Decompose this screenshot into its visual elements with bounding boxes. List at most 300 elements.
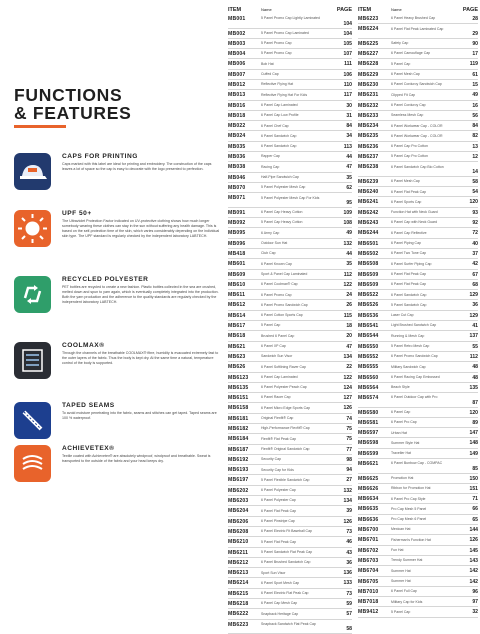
item-page: 75 — [346, 425, 352, 432]
item-number: MB6598 — [358, 440, 379, 447]
item-page: 119 — [469, 61, 478, 68]
item-number: MB609 — [228, 271, 246, 278]
item-page: 62 — [346, 184, 352, 191]
item-page: 90 — [472, 40, 478, 47]
item-name: Summer Hat — [391, 578, 411, 583]
item-name: 6 Panel Brushed Sandwich Cap — [261, 560, 311, 565]
item-page: 59 — [346, 601, 352, 608]
item-name: 5 Panel Flat Peak Cap — [261, 539, 297, 544]
item-page: 135 — [469, 384, 478, 391]
index-row — [358, 438, 478, 448]
index-row — [358, 449, 478, 459]
index-row — [358, 607, 478, 617]
item-name: 6 Panel Sandwich Cap — [261, 133, 297, 138]
item-page: 24 — [346, 292, 352, 299]
item-number: MB6502 — [358, 250, 379, 257]
item-number: MB6184 — [228, 436, 249, 443]
index-column-1 — [228, 0, 352, 634]
item-number: MB6636 — [358, 516, 379, 523]
feature-description: Caps marked with this label are ideal for printing and embroidery. The construction of the caps leaves a lot of space so the cap is easy to decorate with the logo presented to perfection. — [62, 162, 212, 171]
item-page: 27 — [346, 477, 352, 484]
item-name: 6 Panel Chef Cap — [261, 123, 289, 128]
index-row — [358, 535, 478, 545]
item-number: MB6597 — [358, 430, 379, 437]
item-name: 6 Panel Two Tone Cap — [391, 251, 427, 256]
item-number: MB601 — [228, 261, 246, 268]
item-number: MB6212 — [228, 559, 249, 566]
item-page: 58 — [472, 178, 478, 185]
index-row — [358, 393, 478, 408]
item-page: 109 — [343, 209, 352, 216]
item-number: MB6238 — [358, 164, 379, 171]
item-name: 6 Panel Cotton Sports Cap — [261, 313, 303, 318]
item-number: MB6187 — [228, 446, 249, 453]
item-name: Security Cap — [261, 457, 282, 462]
item-page: 95 — [346, 199, 352, 206]
item-number: MB6223 — [228, 621, 249, 628]
index-row — [228, 537, 352, 547]
item-name: 5 Panel Polyester Mesh Cap For Kids — [261, 195, 320, 200]
item-page: 87 — [472, 399, 478, 406]
item-number: MB016 — [228, 102, 246, 109]
item-name: 6 Panel Workwear Cap - COLOR — [391, 133, 443, 138]
index-row — [228, 620, 352, 634]
item-page: 73 — [346, 590, 352, 597]
index-row — [358, 131, 478, 141]
item-number: MB003 — [228, 40, 246, 47]
item-number: MB6193 — [228, 467, 249, 474]
item-number: MB6182 — [228, 425, 249, 432]
index-row — [228, 239, 352, 249]
item-page: 92 — [472, 220, 478, 227]
item-number: MB6206 — [228, 518, 249, 525]
item-number: MB614 — [228, 312, 246, 319]
item-number: MB7010 — [358, 588, 379, 595]
item-page: 98 — [346, 456, 352, 463]
item-number: MB6242 — [358, 209, 379, 216]
index-row — [228, 599, 352, 609]
item-name: 5 Panel Promo Cap Lightly Laminated — [261, 16, 320, 21]
item-number: MB6211 — [228, 549, 249, 556]
item-number: MB6218 — [228, 601, 249, 608]
item-number: MB6508 — [358, 261, 379, 268]
item-name: Beach Style — [391, 385, 410, 390]
item-page: 39 — [346, 508, 352, 515]
index-row — [228, 259, 352, 269]
item-page: 68 — [472, 281, 478, 288]
item-name: 6 Panel Pinstripe Cap — [261, 519, 295, 524]
item-name: 5 Panel Sandwich Flat Peak Cap — [261, 549, 313, 554]
feature-item — [14, 153, 220, 207]
item-name: Reflective Flying Hat For Kids — [261, 92, 308, 97]
item-number: MB6704 — [358, 568, 379, 575]
item-number: MB6501 — [358, 240, 379, 247]
item-name: Military Sandwich Cap — [391, 364, 426, 369]
item-name: Flexfit® Flat Peak Cap — [261, 436, 297, 441]
item-number: MB6243 — [358, 220, 379, 227]
index-row — [358, 566, 478, 576]
index-row — [228, 321, 352, 331]
item-page: 71 — [472, 496, 478, 503]
feature-title: RECYCLED POLYESTER — [62, 276, 149, 283]
index-row — [228, 455, 352, 465]
item-page: 120 — [469, 409, 478, 416]
item-name: Running & Mesh Cap — [391, 333, 425, 338]
item-number: MB6701 — [358, 537, 379, 544]
item-index — [226, 0, 480, 633]
item-name: Cuffed Cap — [261, 72, 279, 77]
index-row — [228, 218, 352, 228]
item-name: Pro Cap Mesh 6 Panel — [391, 517, 427, 522]
index-row — [358, 208, 478, 218]
item-name: 5 Panel Cap — [261, 323, 281, 328]
item-name: 6 Army Cap — [261, 230, 280, 235]
index-row — [358, 577, 478, 587]
item-number: MB035 — [228, 143, 246, 150]
item-page: 49 — [472, 92, 478, 99]
item-name: Flexfit® Original Sandwich Cap — [261, 446, 310, 451]
item-number: MB6233 — [358, 112, 379, 119]
item-name: 6 Panel XP Cap — [261, 344, 286, 348]
item-page: 54 — [472, 189, 478, 196]
item-number: MB6241 — [358, 199, 379, 206]
item-page: 120 — [469, 199, 478, 206]
item-number: MB007 — [228, 71, 246, 78]
item-number: MB6214 — [228, 580, 249, 587]
item-page: 147 — [469, 430, 478, 437]
title-underline — [14, 125, 66, 128]
item-page: 132 — [343, 240, 352, 247]
item-page: 127 — [343, 395, 352, 402]
item-page: 133 — [343, 580, 352, 587]
item-page: 149 — [469, 450, 478, 457]
item-name: Fun Hat — [391, 548, 404, 553]
item-name: Function Hat with Neck Guard — [391, 210, 438, 215]
item-name: 6 Panel Flat Peak Cap — [391, 189, 427, 194]
item-page: 97 — [472, 599, 478, 606]
item-page: 47 — [346, 164, 352, 171]
item-number: MB6203 — [228, 498, 249, 505]
index-row — [228, 465, 352, 475]
item-number: MB006 — [228, 61, 246, 68]
item-page: 137 — [469, 333, 478, 340]
feature-item — [14, 445, 220, 491]
item-page: 35 — [346, 261, 352, 268]
header-name: Name — [391, 7, 402, 12]
index-row — [228, 121, 352, 131]
item-number: MB6239 — [358, 178, 379, 185]
item-number: MB6634 — [358, 496, 379, 503]
item-number: MB6135 — [228, 384, 249, 391]
index-row — [228, 208, 352, 218]
item-number: MB6581 — [358, 419, 379, 426]
item-name: 5 Panel Flexible Sandwich Cap — [261, 477, 310, 482]
feature-title: ACHIEVETEX® — [62, 445, 115, 452]
item-page: 145 — [469, 547, 478, 554]
item-page: 43 — [346, 549, 352, 556]
item-number: MB6240 — [358, 189, 379, 196]
item-name: Sandwich Sun Visor — [261, 354, 293, 359]
item-page: 126 — [343, 405, 352, 412]
item-name: 6 Panel Outdoor Cap with Pro — [391, 395, 438, 400]
item-page: 89 — [472, 419, 478, 426]
index-row — [228, 111, 352, 121]
index-row — [228, 506, 352, 516]
item-name: 6 Panel Cap Reflective — [391, 230, 427, 235]
item-page: 48 — [472, 374, 478, 381]
item-page: 58 — [346, 626, 352, 633]
item-number: MB038 — [228, 164, 246, 171]
index-row — [358, 484, 478, 494]
index-row — [358, 177, 478, 187]
index-row — [228, 162, 352, 172]
item-number: MB6215 — [228, 590, 249, 597]
index-row — [228, 434, 352, 444]
item-number: MB6227 — [358, 51, 379, 58]
item-page: 104 — [343, 20, 352, 27]
item-page: 35 — [346, 174, 352, 181]
item-name: Ribbon for Promotion Hat — [391, 486, 431, 491]
item-page: 28 — [472, 16, 478, 22]
item-page: 47 — [346, 343, 352, 350]
item-number: MB6509 — [358, 271, 379, 278]
index-row — [358, 187, 478, 197]
index-row — [358, 342, 478, 352]
index-row — [358, 597, 478, 607]
item-page: 112 — [469, 353, 478, 360]
item-page: 57 — [346, 611, 352, 618]
index-row — [228, 383, 352, 393]
item-number: MB7018 — [358, 599, 379, 606]
item-name: 6 Panel Flat Peak Cap — [261, 508, 297, 513]
item-name: 6 Panel Coolmax® Cap — [261, 282, 298, 287]
item-name: 6 Panel Full Cap — [391, 589, 417, 594]
item-name: Club Cap — [261, 251, 276, 256]
item-page: 48 — [472, 364, 478, 371]
item-name: 5 Panel Cap Heavy Cotton — [261, 220, 303, 225]
index-row — [228, 403, 352, 413]
index-row — [358, 197, 478, 207]
index-row — [358, 428, 478, 438]
item-number: MB001 — [228, 16, 246, 22]
index-row — [358, 24, 478, 39]
index-row — [358, 474, 478, 484]
item-page: 126 — [343, 518, 352, 525]
feature-item — [14, 342, 220, 399]
recycled-polyester-icon — [14, 276, 51, 313]
item-page: 67 — [472, 271, 478, 278]
item-number: MB6560 — [358, 374, 379, 381]
index-row — [358, 280, 478, 290]
item-name: 6 Panel Heavy Brushed Cap — [391, 16, 436, 21]
item-name: 6 Panel Electric Flat Peak Cap — [261, 591, 309, 596]
item-page: 124 — [343, 384, 352, 391]
feature-title: COOLMAX® — [62, 342, 105, 349]
item-number: MB621 — [228, 343, 246, 350]
index-row — [358, 59, 478, 69]
item-name: Half-Pipe Sandwich Cap — [261, 175, 299, 180]
feature-item — [14, 276, 220, 339]
item-name: 6 Panel Cap Heavy Cotton — [261, 210, 303, 215]
item-name: Promotion Hat — [391, 475, 414, 480]
item-page: 105 — [343, 40, 352, 47]
item-number: MB6202 — [228, 487, 249, 494]
item-number: MB6235 — [358, 133, 379, 140]
item-name: 6 Panel Camouflage Cap — [391, 51, 431, 56]
item-name: Trendy Summer Hat — [391, 558, 423, 563]
item-page: 26 — [346, 302, 352, 309]
index-row — [358, 249, 478, 259]
item-number: MB095 — [228, 230, 246, 237]
item-number: MB6244 — [358, 230, 379, 237]
index-row — [228, 362, 352, 372]
item-name: 5 Panel Promo Cap Laminated — [261, 30, 309, 35]
index-row — [358, 459, 478, 474]
index-row — [228, 152, 352, 162]
item-number: MB6225 — [358, 40, 379, 47]
item-page: 75 — [346, 436, 352, 443]
item-page: 126 — [469, 537, 478, 544]
item-number: MB6703 — [358, 557, 379, 564]
feature-description: The Ultraviolet Protection Factor indicated on UV-protective clothing shows how much longer somebody wearing these clothes can stay in the sun without suffering any health damage. This is based on the self-protection time of the skin, which varies considerably depending on the individual skin type. The UPF standard is regularly checked by the independent laboratory LABTECH. — [62, 219, 220, 238]
item-number: MB6700 — [358, 527, 379, 534]
index-row — [228, 496, 352, 506]
item-name: Traveller Hat — [391, 451, 411, 456]
item-page: 36 — [346, 559, 352, 566]
item-page: 85 — [472, 465, 478, 472]
item-number: MB6599 — [358, 450, 379, 457]
item-page: 134 — [343, 498, 352, 505]
item-name: 6 Panel Pro Cap — [391, 420, 417, 425]
item-name: Summer Hat — [391, 568, 411, 573]
item-number: MB6536 — [358, 312, 379, 319]
item-page: 150 — [469, 475, 478, 482]
feature-description: To avoid moisture penetrating into the fabric, seams and stitches can get taped. Taped seams are 100 % waterproof. — [62, 411, 217, 420]
index-row — [228, 49, 352, 59]
feature-title: CAPS FOR PRINTING — [62, 153, 138, 160]
item-page: 108 — [343, 220, 352, 227]
item-name: 6 Panel Flat Peak Laminated Cap — [391, 26, 444, 31]
index-row — [228, 142, 352, 152]
item-number: MB6705 — [358, 578, 379, 585]
item-name: 6 Panel Polyester Peach Cap — [261, 385, 307, 390]
item-number: MB036 — [228, 154, 246, 161]
item-name: Racing Cap — [261, 164, 280, 169]
index-row — [358, 515, 478, 525]
item-page: 73 — [346, 528, 352, 535]
index-row — [228, 568, 352, 578]
item-name: Outdoor Sun Hat — [261, 241, 288, 246]
item-number: MB6635 — [358, 506, 379, 513]
item-number: MB418 — [228, 250, 246, 257]
item-name: 6 Panel Piping Cap — [391, 241, 421, 246]
index-row — [228, 558, 352, 568]
item-page: 18 — [346, 323, 352, 330]
item-name: 5 Panel Promo Cap — [261, 41, 292, 46]
item-name: Snapback Heritage Cap — [261, 611, 299, 616]
index-row — [228, 270, 352, 280]
item-number: MB070 — [228, 184, 246, 191]
item-page: 142 — [469, 578, 478, 585]
index-row — [358, 408, 478, 418]
item-page: 143 — [469, 557, 478, 564]
index-row — [228, 517, 352, 527]
index-row — [358, 80, 478, 90]
item-number: MB6230 — [358, 81, 379, 88]
item-number: MB6574 — [358, 395, 379, 402]
item-number: MB6580 — [358, 409, 379, 416]
item-page: 74 — [346, 415, 352, 422]
item-name: 6 Panel Promo Sandwich Cap — [391, 354, 438, 359]
item-page: 144 — [469, 527, 478, 534]
item-page: 113 — [343, 143, 352, 150]
item-name: Military Cap for Kids — [391, 599, 423, 604]
item-name: Clipped Fit Cap — [391, 92, 416, 97]
index-row — [228, 14, 352, 29]
index-row — [228, 290, 352, 300]
item-number: MB018 — [228, 112, 246, 119]
item-name: 6 Panel Cap Laminated — [261, 102, 298, 107]
item-name: 6 Panel Racing Cap Embossed — [391, 374, 440, 379]
index-row — [358, 14, 478, 24]
index-row — [358, 300, 478, 310]
item-number: MB046 — [228, 174, 246, 181]
item-name: 6 Panel Sandwich Cap — [391, 292, 427, 297]
item-page: 122 — [343, 281, 352, 288]
item-name: 6 Panel Polyester Cap — [261, 488, 296, 493]
index-row — [228, 578, 352, 588]
caps-printing-icon — [14, 153, 51, 190]
item-page: 142 — [469, 568, 478, 575]
item-name: 5 Panel Cap — [391, 609, 411, 614]
item-page: 31 — [346, 112, 352, 119]
item-name: Reflective Flying Hat — [261, 82, 294, 87]
index-row — [228, 59, 352, 69]
index-row — [228, 475, 352, 485]
item-page: 122 — [343, 374, 352, 381]
item-name: 6 Panel Mesh Cap — [391, 72, 420, 77]
item-page: 107 — [343, 51, 352, 58]
item-name: 6 Panel Sandwich Cap Bio Cotton — [391, 164, 444, 169]
item-page: 134 — [343, 353, 352, 360]
item-name: 6 Panel Known Cap — [261, 261, 292, 266]
item-name: 6 Panel Promo Sandwich Cap — [261, 302, 308, 307]
section-title-line2: & FEATURES — [14, 103, 132, 123]
index-row — [228, 193, 352, 208]
index-row — [358, 373, 478, 383]
item-name: 5 Panel Polyester Mesh Cap — [261, 185, 306, 190]
item-page: 84 — [472, 123, 478, 130]
index-row — [358, 39, 478, 49]
index-row — [358, 362, 478, 372]
item-page: 151 — [469, 485, 478, 492]
item-page: 44 — [346, 250, 352, 257]
index-row — [228, 311, 352, 321]
index-row — [228, 393, 352, 403]
item-name: Rapper Cap — [261, 154, 280, 159]
item-name: Brushed 6 Panel Cap — [261, 333, 295, 338]
item-number: MB6123 — [228, 374, 249, 381]
item-page: 17 — [472, 51, 478, 58]
item-page: 42 — [472, 261, 478, 268]
item-page: 61 — [472, 71, 478, 78]
item-name: 6 Panel Mesh Cap — [391, 179, 420, 184]
item-name: Summer Style Hat — [391, 440, 420, 445]
feature-title: TAPED SEAMS — [62, 402, 115, 409]
item-name: 5 Panel Promo Cap — [261, 51, 292, 56]
item-page: 93 — [472, 209, 478, 216]
item-page: 82 — [472, 133, 478, 140]
